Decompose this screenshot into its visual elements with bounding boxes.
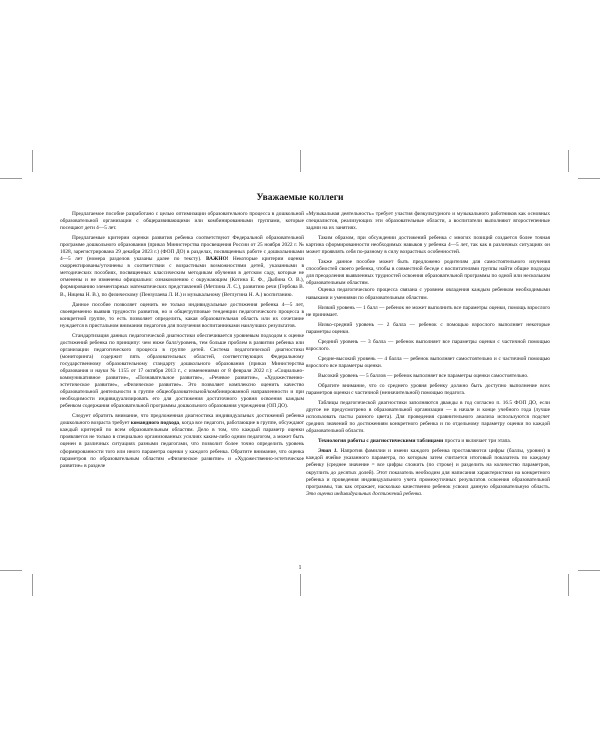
page-title: Уважаемые коллеги [256,193,344,203]
paragraph: Также данное пособие может быть предложено родителям для самостоятельного изучения способностей своего ребенка, чтобы в совместной беседе с воспитателями группы найти общие подходы для преодоления выявленных трудностей освоения образовательной программы по одной или нескольким образовательным областям. [306,259,550,287]
right-column [306,211,550,498]
level-low: Низкий уровень — 1 балл — ребенок не может выполнить все параметры оценки, помощь взрослого не принимает. [306,304,550,318]
level-middle: Средний уровень — 3 балла — ребенок выполняет все параметры оценки с частичной помощью взрослого. [306,338,550,352]
paragraph: Этап 1. Напротив фамилии и имени каждого ребенка проставляются цифры (баллы, уровни) в каждой ячейке указанного параметра, по которым затем считается итоговый показатель по каждому ребенку (среднее значение = все цифры сложить (по строке) и разделить на количество параметров, округлить до десятых долей). Этот показатель необходим для написания характеристики на конкретного ребенка и проведения индивидуального учета промежуточных результатов освоения образовательной программы, так как отражает, насколько качественно ребенок усвоил данную образовательную область. Это оценка индивидуальных достижений ребенка. [306,448,550,497]
paragraph: Оценка педагогического процесса связана с уровнем овладения каждым ребенком необходимыми навыками и умениями по образовательным областям. [306,287,550,301]
crop-mark [568,574,569,596]
crop-mark [300,150,301,172]
paragraph: Стандартизация данных педагогической диагностики обеспечивается уровневым подходом к оценке достижений ребенка по принципу: чем ниже балл/уровень, тем больше проблем в развитии ребенка или организации педагогического процесса в группе детей. Система педагогической диагностики (мониторинга) содержит пять образовательных областей, соответствующих Федеральному государственному образовательному стандарту дошкольного образования (приказ Министерства образования и науки № 1155 от 17 октября 2013 г., с изменениями от 8 февраля 2022 г.): «Социально-коммуникативное развитие», «Познавательное развитие», «Речевое развитие», «Художественно-эстетическое развитие», «Физическое развитие». Это позволяет комплексно оценить качество образовательной деятельности в группе общеобразовательной/комбинированной направленности и при необходимости индивидуализировать его для достижения достаточного уровня освоения каждым ребенком содержания образовательной программы дошкольного образования учреждения (ОП ДО). [60,332,304,410]
level-middle-high: Средне-высокий уровень — 4 балла — ребенок выполняет самостоятельно и с частичной помощью взрослого все параметры оценки. [306,355,550,369]
stage-label: Этап 1. [318,448,338,455]
paragraph: «Музыкальная деятельность» требует участия физкультурного и музыкального работников как основных специалистов, реализующих эти образовательные области, а воспитатели выполняют второстепенные задачи на их занятиях. [306,211,550,232]
paragraph: Предлагаемое пособие разработано с целью оптимизации образовательного процесса в дошкольной образовательной организации с общеразвивающими или комбинированными группами, которые посещают дети 4—5 лет. [60,211,304,232]
paragraph: Таблицы педагогической диагностики заполняются дважды в год согласно п. 16.5 ФОП ДО, если другое не предусмотрено в образовательной организации — в начале и конце учебного года (лучше использовать пасты разного цвета). Для проведения сравнительного анализа используются подсчет средних значений по достижениям конкретного ребенка и по отдельному параметру оценки по каждой образовательной области. [306,400,550,435]
crop-mark [300,574,301,596]
technology-heading: Технология работы с диагностическими таблицами [318,438,444,445]
paragraph: Следует обратить внимание, что предложенная диагностика индивидуальных достижений ребенка дошкольного возраста требует командного подхода, когда все педагоги, работающие в группе, обсуждают каждый критерий по всем образовательным областям. Дело в том, что каждый параметр оценки проявляется не только в специально организованных усилиях каким-либо одним педагогом, а может быть оценен в различных ситуациях разными педагогами, что позволит более точно определить уровень сформированности того или иного параметра оценки у каждого ребенка. Обратите внимание, что оценка параметров по образовательным областям «Физическое развитие» и «Художественно-эстетическое развитие» в разделе [60,413,305,469]
team-approach: командного подхода [130,420,180,427]
crop-mark [32,574,33,596]
page-number: 1 [298,565,302,571]
paragraph: Технология работы с диагностическими таблицами проста и включает три этапа. [318,438,512,445]
level-high: Высокий уровень — 5 баллов — ребенок выполняет все параметры оценки самостоятельно. [318,372,529,379]
important-note: ВАЖНО! [205,256,229,263]
paragraph: Обратите внимание, что со среднего уровня ребенку должно быть доступно выполнение всех параметров оценки с частичной (незначительной) помощью педагога. [306,382,550,397]
left-column [60,211,304,470]
crop-mark [568,150,569,172]
crop-mark [32,150,33,172]
crop-mark [0,178,22,179]
level-low-middle: Низко-средний уровень — 2 балла — ребенок с помощью взрослого выполняет некоторые параметры оценки. [306,321,550,335]
paragraph: Данное пособие позволяет оценить не только индивидуальные достижения ребенка 4—5 лет, своевременно выявив трудности развития, но и общегрупповые тенденции педагогического процесса в конкретной группе, то есть позволяет определить, какая образовательная область или их сочетание нуждается в пристальном внимании педагогов для получения воспитанниками наилучших результатов. [60,301,304,329]
paragraph: Предлагаемые критерии оценки развития ребенка соответствуют Федеральной образовательной программе дошкольного образования (приказ Министерства просвещения России от 25 ноября 2022 г. № 1028, зарегистрирована 29 декабря 2023 г.) (ФОП ДО) в разделах, посвященных работе с дошкольниками 4—5 лет (номера разделов указаны далее по тексту). ВАЖНО! Некоторые критерии оценки скорректированы/уточнены в соответствии с возрастными возможностями детей, указанными в методических пособиях, посвященных классическим методикам обучения в детском саду, которые не отменены и не изменены официально: ознакомлению с окружающим (Котина Е. Ф., Дыбина О. В.), формированию элементарных математических представлений (Метлина Л. С.), развитию речи (Гербова В. В., Ницева Н. В.), по физическому (Пензулаева Л. И.) и музыкальному (Ветлугина Н. А.) воспитанию. [60,235,304,298]
paragraph: Таким образом, при обсуждении достижений ребенка с многих позиций создается более точная картина сформированности необходимых навыков у ребенка 4—5 лет, так как в различных ситуациях он может проявлять себя по-разному в силу возрастных особенностей. [306,235,550,256]
crop-mark [578,178,600,179]
